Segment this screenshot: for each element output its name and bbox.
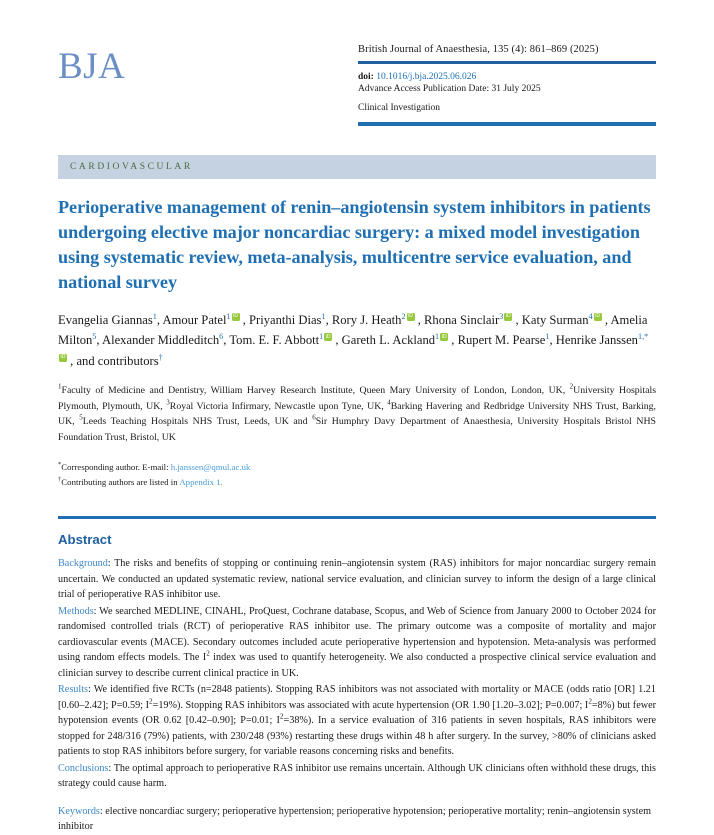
author-name: Evangelia Giannas (58, 312, 153, 327)
author-affiliation-marker: 1 (545, 332, 550, 342)
abstract-conclusions-text: : The optimal approach to perioperative RAS inhibitor use remains uncertain. Although UK clinicians often withhold these drugs, this strategy could cause harm. (58, 762, 656, 790)
contributing-text: Contributing authors are listed in (61, 476, 180, 487)
author-affiliation-marker: 1 (435, 332, 440, 342)
affiliation-text: Leeds Teaching Hospitals NHS Trust, Leeds, UK and (82, 416, 313, 428)
abstract-background-text: : The risks and benefits of stopping or continuing renin–angiotensin system (RAS) inhibitors for major noncardiac surgery remain uncertain. We conducted an updated systematic review, national service evaluation, and clinician survey to inform the design of a large clinical trial of perioperative RAS inhibitor use. (58, 558, 656, 601)
doi-link[interactable]: 10.1016/j.bja.2025.06.026 (376, 72, 477, 82)
author-name: Priyanthi Dias (249, 312, 322, 327)
author-name: contributors (97, 353, 159, 368)
article-type: Clinical Investigation (358, 103, 441, 113)
abstract-conclusions-label: Conclusions (58, 762, 109, 774)
abstract-results-superscript-2: 2 (588, 697, 592, 706)
abstract-results-text-1: : We identified five RCTs (n=2848 patients). Stopping RAS inhibitors was not associated with mortality or MACE (odds ratio [OR] 1.21 [0.60–2.42]; P=0.59; I (58, 684, 656, 711)
affiliation-marker: 3 (166, 398, 170, 407)
abstract-results-text-3: =8%) but fewer hypotension events (OR 0.62 [0.42–0.90]; P=0.01; I (58, 699, 656, 727)
page-title: Perioperative management of renin–angiotensin system inhibitors in patients undergoing elective major noncardiac surgery: a mixed model investigation using systematic review, meta-analysis, multicentre service evaluation, and national survey (58, 196, 651, 292)
footnote-block (58, 460, 656, 490)
affiliation-text: Faculty of Medicine and Dentistry, William Harvey Research Institute, Queen Mary University of London, London, UK, (61, 385, 570, 397)
author-name: Gareth L. Ackland (341, 333, 436, 348)
contributing-marker: † (58, 475, 62, 483)
abstract-background (58, 556, 656, 603)
author-name: Rory J. Heath (331, 312, 402, 327)
author-name: Tom. E. F. Abbott (229, 333, 320, 348)
masthead (58, 0, 656, 126)
abstract-results-superscript-3: 2 (279, 712, 284, 721)
author-affiliation-marker: 5 (92, 332, 97, 342)
affiliation-text: Royal Victoria Infirmary, Newcastle upon Tyne, UK, (169, 400, 388, 412)
abstract-heading: Abstract (58, 532, 112, 548)
masthead-divider-bottom (358, 122, 656, 126)
abstract-methods-superscript: 2 (206, 649, 210, 658)
keywords-text: : elective noncardiac surgery; perioperative hypertension; perioperative hypotension; perioperative mortality; renin–angiotensin system inhibitor (58, 805, 652, 833)
abstract-conclusions (58, 761, 656, 792)
abstract-methods (58, 604, 656, 682)
abstract-methods-label: Methods (58, 605, 94, 617)
abstract-results-text-4: =38%). In a service evaluation of 316 patients in seven hospitals, RAS inhibitors were stopped for 248/316 (79%) patients, with 230/248 (93%) restarting these drugs within 48 h after surgery. In the survey, >80% of clinicians asked patients to stop RAS inhibitors before surgery, for variable reasons concerning risks and benefits. (58, 715, 656, 758)
doi-label: doi: (358, 72, 374, 82)
author-affiliation-marker: 3 (499, 311, 504, 321)
corresponding-marker: * (58, 461, 62, 469)
abstract-methods-text-2: index was used to quantify heterogeneity. We also conducted a prospective clinical service evaluation and clinician survey to describe current clinical practice in UK. (58, 652, 656, 679)
appendix-link[interactable]: Appendix 1. (179, 476, 223, 487)
author-name: Rupert M. Pearse (457, 333, 546, 348)
author-affiliation-marker: 2 (401, 311, 406, 321)
journal-metadata-column (358, 38, 656, 126)
author-list: Evangelia Giannas$^1$, Amour Patel$^1$ iD , Priyanthi Dias$^1$, Rory J. Heath$^2$ iD , Rhona Sinclair$^3$ iD , Katy Surman$^4$ iD , Amelia Milton$^5$, Alexander Middleditch$^6$, Tom. E. F. Abbott$^1$ iD , Gareth L. Ackland$^1$ iD , Rupert M. Pearse$^1$, Henrike Janssen$^{1,*}$iD , and contributors† (58, 310, 656, 371)
affiliation-marker: 2 (569, 382, 574, 391)
affiliation-marker: 5 (79, 413, 83, 422)
author-name: Henrike Janssen (555, 333, 638, 348)
author-affiliation-marker: 1,* (637, 332, 649, 342)
orcid-icon[interactable] (324, 333, 332, 341)
orcid-icon[interactable] (594, 313, 602, 321)
affiliation-marker: 1 (58, 382, 62, 391)
affiliation-text: Sir Humphry Davy Department of Anaesthesia, University Hospitals Bristol NHS Foundation Trust, Bristol, UK (58, 416, 656, 443)
author-affiliation-marker: 1 (226, 311, 231, 321)
keywords-label: Keywords (58, 805, 100, 817)
author-affiliation-marker: † (158, 352, 163, 362)
affiliation-text: University Hospitals Plymouth, Plymouth, UK, (58, 385, 657, 412)
journal-citation-line: British Journal of Anaesthesia, 135 (4): 861–869 (2025) (358, 44, 599, 55)
orcid-icon[interactable] (504, 313, 512, 321)
affiliation-marker: 6 (312, 413, 316, 422)
section-banner-label: CARDIOVASCULAR (70, 161, 193, 172)
section-banner (58, 155, 656, 179)
contributing-authors-note (58, 475, 656, 490)
doi-line (358, 72, 656, 82)
masthead-divider-top (358, 61, 656, 64)
affiliation-text: Barking Havering and Redbridge University NHS Trust, Barking, UK, (58, 400, 656, 428)
bja-logo: BJA (58, 46, 126, 87)
advance-access-date: Advance Access Publication Date: 31 July 2025 (358, 84, 541, 94)
abstract-body (58, 556, 656, 835)
abstract-methods-text-1: : We searched MEDLINE, CINAHL, ProQuest, Cochrane database, Scopus, and Web of Science from January 2000 to October 2024 for randomised controlled trials (RCT) of perioperative RAS inhibitor use. The primary outcome was a composite of mortality and major cardiovascular events (MACE). Secondary outcomes included acute perioperative hypertension and hypotension. Meta-analysis was performed using random effects models. The I (58, 605, 656, 664)
author-affiliation-marker: 1 (319, 332, 324, 342)
orcid-icon[interactable] (407, 313, 415, 321)
author-affiliation-marker: 1 (152, 311, 157, 321)
abstract-results-text-2: =19%). Stopping RAS inhibitors was associated with acute hypertension (OR 1.90 [1.20–3.02]; P=0.007; I (152, 699, 589, 711)
author-name: Amour Patel (162, 312, 227, 327)
abstract-results-superscript-1: 2 (148, 697, 153, 706)
author-name: Alexander Middleditch (102, 333, 220, 348)
author-name: Katy Surman (521, 312, 589, 327)
author-affiliation-marker: 6 (219, 332, 224, 342)
orcid-icon[interactable] (440, 333, 448, 341)
affiliation-marker: 4 (387, 398, 391, 407)
orcid-icon[interactable] (59, 354, 67, 362)
abstract-results (58, 682, 656, 760)
abstract-background-label: Background (58, 558, 108, 570)
keywords-line (58, 804, 656, 835)
corresponding-email-link[interactable]: h.janssen@qmul.ac.uk (170, 461, 251, 472)
journal-logo-column (58, 38, 358, 85)
author-affiliation-marker: 4 (588, 311, 593, 321)
corresponding-author-note (58, 460, 656, 475)
affiliation-list (58, 383, 656, 445)
author-name: Amelia Milton (58, 312, 648, 348)
author-affiliation-marker: 1 (321, 311, 326, 321)
abstract-results-label: Results (58, 684, 89, 696)
orcid-icon[interactable] (232, 313, 240, 321)
corresponding-text: Corresponding author. E-mail: (61, 461, 171, 472)
author-name: Rhona Sinclair (424, 312, 500, 327)
abstract-divider (58, 516, 656, 520)
